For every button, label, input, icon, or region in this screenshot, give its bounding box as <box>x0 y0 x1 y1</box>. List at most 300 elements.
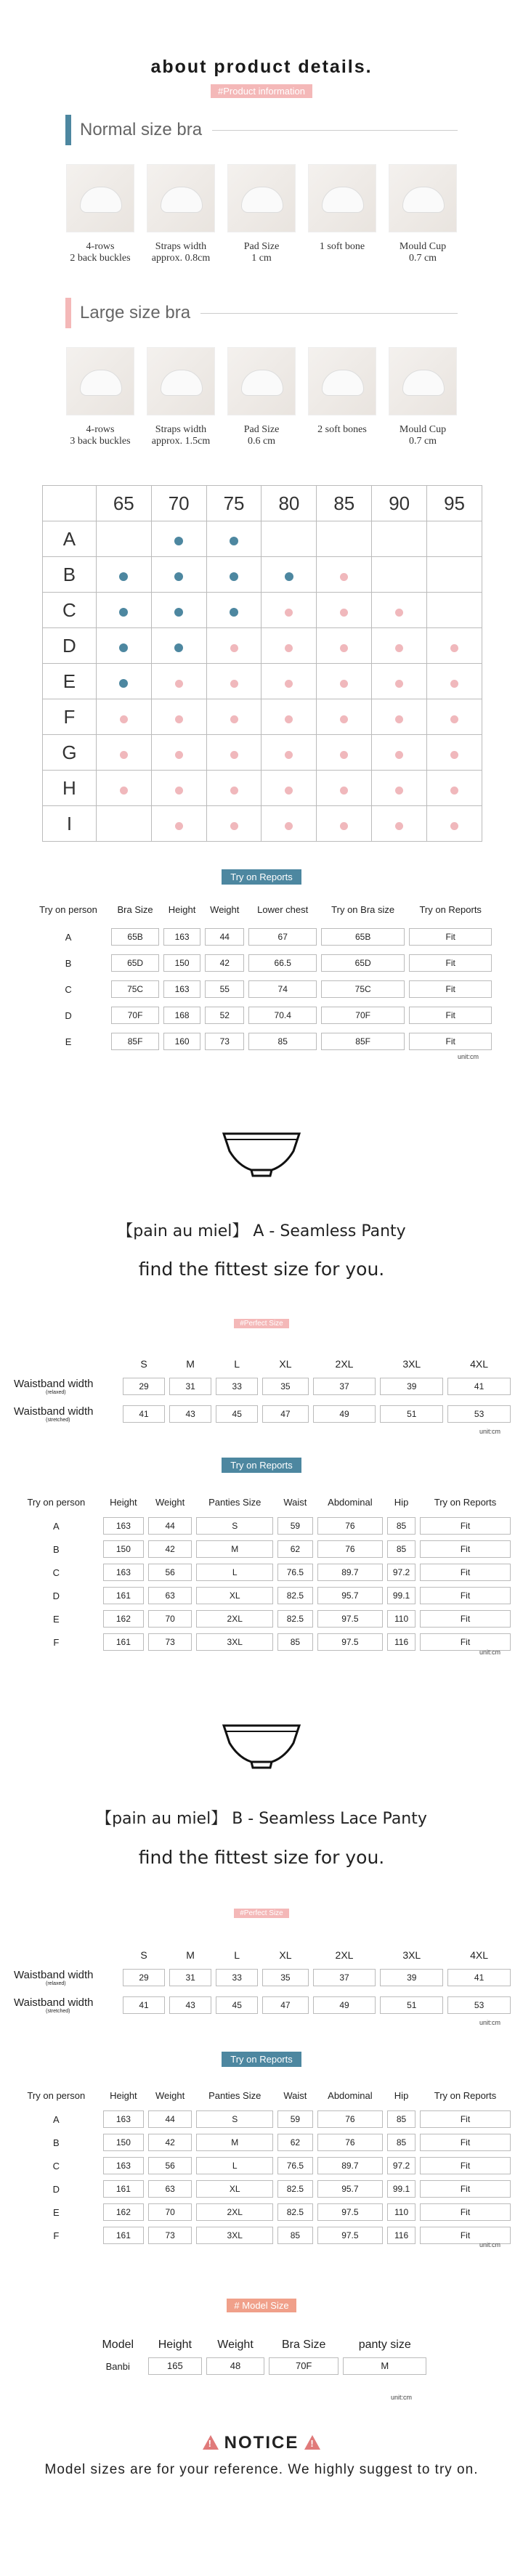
size-cell <box>151 806 206 842</box>
model-header-cell: panty size <box>358 2339 411 2351</box>
report-cell <box>101 1630 146 1654</box>
panty-b-size-tag: #Perfect Size <box>234 1909 288 1918</box>
report-value: 89.7 <box>317 1564 384 1581</box>
size-cell <box>427 628 482 664</box>
report-value: 85 <box>277 2227 312 2244</box>
report-value: 76 <box>317 1517 384 1535</box>
report-header <box>28 895 494 924</box>
panty-icon <box>218 1129 305 1180</box>
waistband-cell <box>214 1400 260 1428</box>
panty-b-unit2: unit:cm <box>479 2241 501 2248</box>
table-row <box>12 2154 513 2177</box>
size-cell <box>262 771 317 806</box>
waistband-value: 43 <box>169 1996 211 2014</box>
large-size-dot <box>450 822 458 830</box>
feature-item: Straps width approx. 1.5cm <box>145 347 217 447</box>
table-row <box>12 2108 513 2131</box>
report-value: 82.5 <box>277 2203 312 2221</box>
report-cell <box>319 924 407 950</box>
report-cell <box>101 2154 146 2177</box>
report-value: 65D <box>111 954 159 972</box>
report-cell <box>161 950 203 976</box>
report-header-cell: Panties Size <box>208 1496 262 1508</box>
size-cell <box>372 664 427 699</box>
waistband-value: 33 <box>216 1969 258 1986</box>
report-cell <box>275 2201 315 2224</box>
waistband-cell <box>260 1964 310 1991</box>
size-header: S <box>140 1949 147 1961</box>
size-cell <box>317 699 372 735</box>
report-cell <box>161 976 203 1002</box>
large-size-dot <box>285 644 293 652</box>
report-value: Fit <box>420 1610 511 1628</box>
cup-size-label: G <box>43 735 97 771</box>
report-header-cell: Abdominal <box>328 1496 373 1508</box>
report-cell: C <box>52 1567 60 1578</box>
report-value: 59 <box>277 2110 312 2128</box>
report-value: 76 <box>317 2134 384 2151</box>
model-header-cell: Height <box>158 2339 192 2351</box>
report-cell <box>315 1607 386 1630</box>
size-cell <box>427 771 482 806</box>
normal-heading-text: Normal size bra <box>80 120 203 139</box>
report-cell <box>101 1514 146 1537</box>
report-cell <box>194 2201 275 2224</box>
waistband-value: 47 <box>262 1996 308 2014</box>
report-cell <box>146 1630 194 1654</box>
feature-item: Mould Cup 0.7 cm <box>386 347 459 447</box>
large-size-dot <box>395 787 403 795</box>
report-cell <box>385 2224 418 2247</box>
waistband-value: 37 <box>313 1378 376 1395</box>
band-size-header: 85 <box>317 486 372 521</box>
report-cell <box>315 1537 386 1561</box>
report-cell <box>146 1537 194 1561</box>
report-value: 2XL <box>196 1610 273 1628</box>
size-cell <box>206 735 262 771</box>
report-cell <box>246 1002 318 1028</box>
waistband-cell <box>121 1964 167 1991</box>
feature-item: Straps width approx. 0.8cm <box>145 164 217 264</box>
large-size-dot <box>285 751 293 759</box>
waistband-row <box>12 1964 513 1991</box>
report-cell: A <box>65 931 72 943</box>
large-size-dot <box>450 787 458 795</box>
report-cell: B <box>65 957 72 969</box>
report-value: 44 <box>148 1517 192 1535</box>
report-cell <box>418 2177 513 2201</box>
report-value: 163 <box>103 1517 144 1535</box>
report-value: M <box>196 1540 273 1558</box>
report-value: 56 <box>148 1564 192 1581</box>
report-header <box>12 1490 513 1514</box>
size-cell <box>427 557 482 593</box>
report-cell <box>146 2108 194 2131</box>
size-cell <box>206 521 262 557</box>
report-cell <box>246 1028 318 1055</box>
table-row <box>12 1630 513 1654</box>
size-cell <box>206 806 262 842</box>
size-cell <box>262 521 317 557</box>
report-cell <box>418 1607 513 1630</box>
model-value: 165 <box>148 2357 203 2375</box>
large-accent-bar <box>65 298 71 328</box>
report-cell: C <box>65 983 72 995</box>
report-header-cell: Try on Bra size <box>331 903 395 915</box>
waistband-value: 53 <box>447 1405 511 1423</box>
panty-b-name: 【pain au miel】 B - Seamless Lace Panty <box>96 1810 427 1828</box>
waistband-value: 35 <box>262 1969 308 1986</box>
large-size-dot <box>340 787 348 795</box>
report-cell <box>418 2108 513 2131</box>
report-header-cell: Waist <box>283 1496 307 1508</box>
large-size-dot <box>450 715 458 723</box>
report-cell <box>418 2131 513 2154</box>
report-cell: E <box>53 2206 60 2218</box>
band-size-header: 65 <box>96 486 151 521</box>
report-value: 73 <box>205 1033 244 1050</box>
size-header-row <box>12 1946 513 1964</box>
report-value: 75C <box>321 980 405 998</box>
waistband-cell <box>445 1373 513 1400</box>
large-size-dot <box>395 715 403 723</box>
panty-b-size-chart <box>0 1946 523 2019</box>
model-header-row <box>90 2333 429 2357</box>
size-cell <box>317 806 372 842</box>
waistband-value: 41 <box>123 1405 165 1423</box>
report-value: 95.7 <box>317 2180 384 2198</box>
size-cell <box>372 735 427 771</box>
report-value: 97.5 <box>317 1610 384 1628</box>
large-size-dot <box>285 822 293 830</box>
report-cell <box>203 1002 246 1028</box>
report-cell: E <box>65 1036 72 1047</box>
report-value: 110 <box>387 2203 415 2221</box>
cup-size-label: D <box>43 628 97 664</box>
report-value: XL <box>196 2180 273 2198</box>
large-size-dot <box>340 644 348 652</box>
report-cell <box>418 1514 513 1537</box>
large-size-dot <box>395 822 403 830</box>
waistband-cell <box>214 1373 260 1400</box>
waistband-value: 53 <box>447 1996 511 2014</box>
report-value: 85 <box>248 1033 316 1050</box>
cup-row <box>43 628 482 664</box>
model-cell <box>204 2357 267 2375</box>
report-value: S <box>196 2110 273 2128</box>
size-header: 3XL <box>402 1358 421 1370</box>
report-cell <box>194 1584 275 1607</box>
report-header-cell: Try on person <box>39 903 97 915</box>
large-size-dot <box>230 644 238 652</box>
feature-item: Mould Cup 0.7 cm <box>386 164 459 264</box>
report-value: 150 <box>103 1540 144 1558</box>
report-value: 65D <box>321 954 405 972</box>
report-value: Fit <box>420 1564 511 1581</box>
report-cell: A <box>53 1520 60 1532</box>
report-value: 161 <box>103 2227 144 2244</box>
cup-size-label: A <box>43 521 97 557</box>
report-cell: B <box>53 1543 60 1555</box>
report-value: 59 <box>277 1517 312 1535</box>
waistband-cell <box>311 1400 378 1428</box>
report-cell <box>109 976 161 1002</box>
report-cell <box>161 1002 203 1028</box>
report-value: XL <box>196 1587 273 1604</box>
report-cell <box>101 2131 146 2154</box>
report-value: 160 <box>163 1033 200 1050</box>
size-header: 2XL <box>335 1949 354 1961</box>
strap-image <box>147 347 215 415</box>
size-header: 4XL <box>470 1949 489 1961</box>
report-cell <box>275 1537 315 1561</box>
report-cell <box>418 2154 513 2177</box>
waistband-note: (relaxed) <box>46 1981 66 1986</box>
report-cell <box>101 2224 146 2247</box>
strap-image <box>147 164 215 232</box>
report-cell: F <box>53 2230 60 2241</box>
normal-size-dot <box>119 572 128 581</box>
waistband-value: 49 <box>313 1405 376 1423</box>
report-cell <box>109 924 161 950</box>
report-cell <box>315 2131 386 2154</box>
waistband-cell <box>378 1400 445 1428</box>
normal-size-heading <box>65 115 458 145</box>
report-value: 163 <box>103 2110 144 2128</box>
waistband-value: 51 <box>380 1405 443 1423</box>
normal-features <box>64 164 459 264</box>
waistband-cell <box>121 1400 167 1428</box>
size-cell <box>427 664 482 699</box>
back-buckle-image <box>66 347 134 415</box>
size-cell <box>372 557 427 593</box>
feature-item: Pad Size 1 cm <box>225 164 298 264</box>
size-cell <box>372 699 427 735</box>
report-cell <box>146 2224 194 2247</box>
waistband-cell <box>311 1964 378 1991</box>
report-value: 116 <box>387 1633 415 1651</box>
report-value: 44 <box>148 2110 192 2128</box>
report-header-cell: Lower chest <box>257 903 309 915</box>
size-cell <box>151 699 206 735</box>
waistband-label <box>12 1991 121 2019</box>
large-size-dot <box>120 787 128 795</box>
cup-size-label: C <box>43 593 97 628</box>
report-value: 97.5 <box>317 2227 384 2244</box>
model-size-table <box>90 2333 429 2375</box>
feature-item: Pad Size 0.6 cm <box>225 347 298 447</box>
size-header-row <box>12 1355 513 1373</box>
normal-size-dot <box>174 608 183 617</box>
report-cell <box>161 924 203 950</box>
panty-a-subtitle: find the fittest size for you. <box>138 1259 385 1280</box>
large-size-dot <box>120 715 128 723</box>
table-row <box>12 2224 513 2247</box>
report-value: 56 <box>148 2157 192 2174</box>
report-cell <box>275 1607 315 1630</box>
report-header <box>12 2083 513 2108</box>
report-value: 70F <box>321 1007 405 1024</box>
report-cell <box>385 1607 418 1630</box>
bra-report-table <box>28 895 494 1055</box>
size-header: XL <box>279 1949 292 1961</box>
report-cell <box>418 1537 513 1561</box>
report-header-cell: Hip <box>394 2089 409 2101</box>
size-grid-header <box>43 486 482 521</box>
report-value: 161 <box>103 2180 144 2198</box>
report-value: Fit <box>409 980 492 998</box>
waistband-cell <box>167 1991 214 2019</box>
size-cell <box>151 735 206 771</box>
report-value: 70.4 <box>248 1007 316 1024</box>
size-chart <box>42 485 482 842</box>
panty-a-name: 【pain au miel】 A - Seamless Panty <box>117 1222 406 1240</box>
panty-a-report-tag: Try on Reports <box>222 1458 301 1473</box>
report-value: Fit <box>420 2227 511 2244</box>
report-value: Fit <box>420 1517 511 1535</box>
report-cell <box>275 2108 315 2131</box>
report-value: 73 <box>148 2227 192 2244</box>
large-size-dot <box>340 822 348 830</box>
model-cell <box>341 2357 429 2375</box>
report-value: 89.7 <box>317 2157 384 2174</box>
report-value: 150 <box>103 2134 144 2151</box>
table-row <box>12 2131 513 2154</box>
panty-a-size-tag: #Perfect Size <box>234 1319 288 1328</box>
table-row <box>12 1537 513 1561</box>
panty-a-report-table <box>12 1490 513 1654</box>
waistband-value: 29 <box>123 1969 165 1986</box>
report-cell <box>275 1514 315 1537</box>
report-value: 76 <box>317 2110 384 2128</box>
report-value: 99.1 <box>387 1587 415 1604</box>
waistband-value: 41 <box>447 1378 511 1395</box>
large-size-dot <box>175 787 183 795</box>
warning-icon <box>304 2435 320 2450</box>
size-cell <box>427 593 482 628</box>
report-header-cell: Abdominal <box>328 2089 373 2101</box>
report-cell: E <box>53 1613 60 1625</box>
blank-cell <box>12 1355 121 1373</box>
report-header-cell: Height <box>168 903 196 915</box>
report-value: 76 <box>317 1540 384 1558</box>
report-value: 82.5 <box>277 1610 312 1628</box>
size-cell <box>151 771 206 806</box>
report-cell <box>315 1584 386 1607</box>
large-size-dot <box>230 680 238 688</box>
waistband-value: 31 <box>169 1378 211 1395</box>
report-cell <box>315 2224 386 2247</box>
report-value: 73 <box>148 1633 192 1651</box>
report-value: 97.2 <box>387 1564 415 1581</box>
report-cell <box>109 1028 161 1055</box>
report-value: 163 <box>163 928 200 946</box>
large-size-dot <box>340 573 348 581</box>
report-value: Fit <box>420 2180 511 2198</box>
report-cell <box>194 2131 275 2154</box>
report-cell <box>109 1002 161 1028</box>
large-size-dot <box>340 680 348 688</box>
waistband-value: 51 <box>380 1996 443 2014</box>
report-value: 82.5 <box>277 2180 312 2198</box>
waistband-value: 31 <box>169 1969 211 1986</box>
size-cell <box>317 521 372 557</box>
report-cell <box>101 2177 146 2201</box>
size-cell <box>427 735 482 771</box>
size-cell <box>372 771 427 806</box>
report-value: L <box>196 2157 273 2174</box>
report-value: Fit <box>420 2203 511 2221</box>
report-cell <box>146 2201 194 2224</box>
report-value: 75C <box>111 980 159 998</box>
report-value: 70 <box>148 2203 192 2221</box>
large-size-heading <box>65 298 458 328</box>
report-value: 52 <box>205 1007 244 1024</box>
page-title: about product details. <box>150 57 373 77</box>
report-value: 116 <box>387 2227 415 2244</box>
size-cell <box>151 664 206 699</box>
feature-item: 2 soft bones <box>306 347 378 447</box>
report-value: 42 <box>205 954 244 972</box>
report-value: 65B <box>111 928 159 946</box>
size-cell <box>427 699 482 735</box>
notice-heading <box>0 2433 523 2453</box>
report-cell <box>203 924 246 950</box>
waistband-label <box>12 1400 121 1428</box>
large-size-dot <box>450 680 458 688</box>
report-value: 3XL <box>196 2227 273 2244</box>
waistband-cell <box>260 1400 310 1428</box>
model-header-cell: Weight <box>217 2339 254 2351</box>
large-heading-text: Large size bra <box>80 303 191 322</box>
model-size-tag: # Model Size <box>227 2299 296 2312</box>
size-cell <box>96 806 151 842</box>
report-value: 85 <box>387 1540 415 1558</box>
report-value: 42 <box>148 2134 192 2151</box>
large-size-dot <box>450 644 458 652</box>
report-value: 85 <box>387 2134 415 2151</box>
waistband-label-text: Waistband width <box>14 1378 94 1390</box>
waistband-value: 47 <box>262 1405 308 1423</box>
report-value: 76.5 <box>277 2157 312 2174</box>
report-value: 3XL <box>196 1633 273 1651</box>
report-cell <box>146 1561 194 1584</box>
size-cell <box>262 628 317 664</box>
report-value: Fit <box>409 1007 492 1024</box>
waistband-label-text: Waistband width <box>14 1996 94 2009</box>
report-cell <box>194 1514 275 1537</box>
report-header-cell: Bra Size <box>117 903 153 915</box>
large-size-dot <box>230 751 238 759</box>
corner-cell <box>43 486 97 521</box>
report-cell <box>194 2224 275 2247</box>
waistband-value: 43 <box>169 1405 211 1423</box>
lace-panty-icon <box>218 1721 305 1772</box>
size-cell <box>427 521 482 557</box>
report-value: 44 <box>205 928 244 946</box>
bone-image <box>308 164 376 232</box>
report-cell <box>194 1537 275 1561</box>
report-header-cell: Hip <box>394 1496 409 1508</box>
waistband-cell <box>167 1964 214 1991</box>
cup-size-label: I <box>43 806 97 842</box>
waistband-cell <box>378 1373 445 1400</box>
band-size-header: 75 <box>206 486 262 521</box>
report-value: 163 <box>103 2157 144 2174</box>
report-cell <box>161 1028 203 1055</box>
model-value: 48 <box>206 2357 264 2375</box>
mould-cup-image <box>389 164 457 232</box>
